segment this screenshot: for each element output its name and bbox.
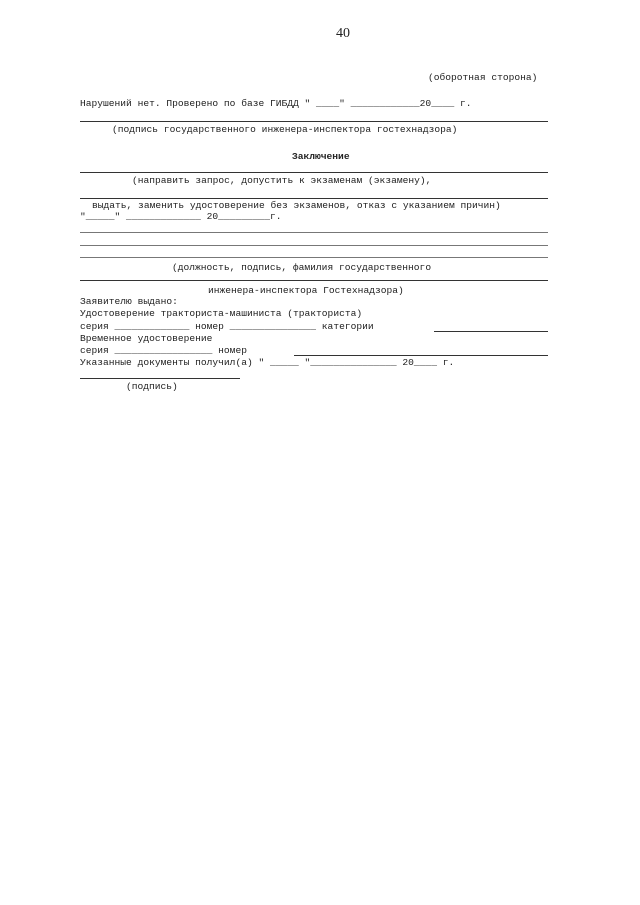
received-line: Указанные документы получил(а) " _____ "_______________ 20____ г. [80, 357, 455, 368]
official-line [80, 280, 548, 281]
conclusion-line-5 [80, 257, 548, 258]
official-caption-1: (должность, подпись, фамилия государственного [172, 262, 432, 273]
conclusion-line-4 [80, 245, 548, 246]
inspector-signature-line [80, 121, 548, 122]
check-line: Нарушений нет. Проверено по базе ГИБДД " ____" ____________20____ г. [80, 98, 472, 109]
temp-number-line [294, 355, 548, 356]
conclusion-line-3 [80, 232, 548, 233]
inspector-signature-caption: (подпись государственного инженера-инспектора гостехнадзора) [112, 124, 458, 135]
license-heading: Удостоверение тракториста-машиниста (тракториста) [80, 308, 363, 319]
conclusion-line-1 [80, 172, 548, 173]
conclusion-line-2 [80, 198, 548, 199]
signature-line [80, 378, 240, 379]
conclusion-hint-2: выдать, заменить удостоверение без экзаменов, отказ с указанием причин) [92, 200, 501, 211]
temp-fields: серия _________________ номер [80, 345, 253, 356]
issued-heading: Заявителю выдано: [80, 296, 178, 307]
side-note: (оборотная сторона) [428, 72, 538, 83]
conclusion-title: Заключение [292, 151, 350, 162]
signature-caption: (подпись) [126, 381, 178, 392]
official-caption-2: инженера-инспектора Гостехнадзора) [208, 285, 404, 296]
temp-heading: Временное удостоверение [80, 333, 213, 344]
license-fields: серия _____________ номер _______________ категории [80, 321, 380, 332]
license-category-line [434, 331, 548, 332]
conclusion-hint-1: (направить запрос, допустить к экзаменам (экзамену), [132, 175, 432, 186]
page-number: 40 [336, 26, 350, 41]
conclusion-date: "_____" _____________ 20_________г. [80, 211, 282, 222]
